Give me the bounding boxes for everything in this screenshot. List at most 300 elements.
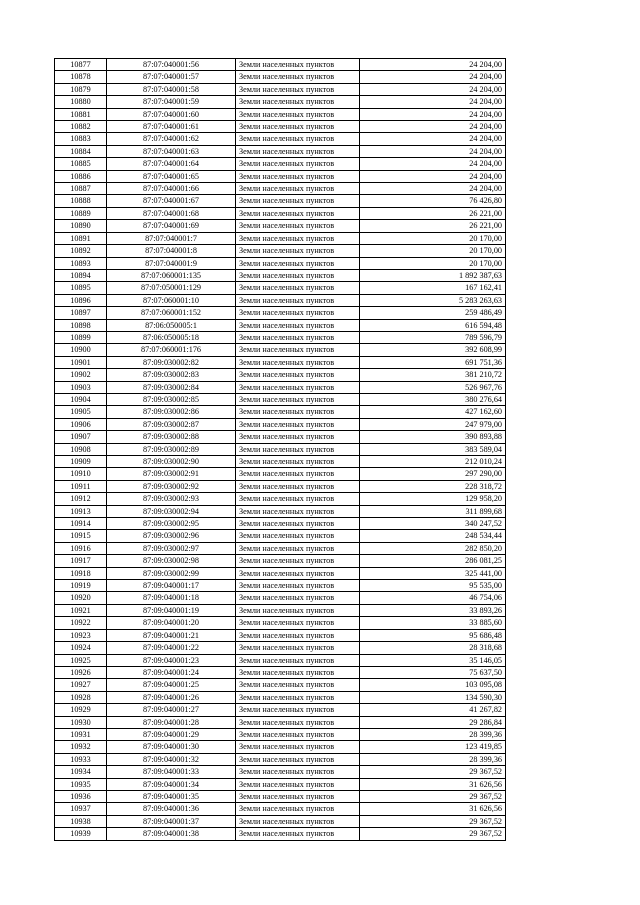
cadastral-value-cell: 616 594,48 [360,319,506,331]
table-row [55,207,506,219]
table-row [55,604,506,616]
cadastral-number-cell: 87:09:030002:89 [107,443,236,455]
land-category-cell: Земли населенных пунктов [236,654,360,666]
land-category-cell: Земли населенных пунктов [236,642,360,654]
row-number-cell: 10882 [55,121,107,133]
table-row [55,170,506,182]
table-row [55,468,506,480]
cadastral-value-cell: 29 367,52 [360,815,506,827]
cadastral-value-cell: 20 170,00 [360,232,506,244]
row-number-cell: 10877 [55,59,107,71]
cadastral-value-cell: 29 367,52 [360,828,506,840]
table-row [55,59,506,71]
land-category-cell: Земли населенных пунктов [236,518,360,530]
row-number-cell: 10924 [55,642,107,654]
row-number-cell: 10900 [55,344,107,356]
table-row [55,753,506,765]
land-category-cell: Земли населенных пунктов [236,245,360,257]
table-row [55,393,506,405]
cadastral-value-cell: 26 221,00 [360,220,506,232]
row-number-cell: 10884 [55,145,107,157]
cadastral-number-cell: 87:09:030002:98 [107,555,236,567]
cadastral-value-cell: 24 204,00 [360,121,506,133]
cadastral-value-cell: 29 286,84 [360,716,506,728]
row-number-cell: 10879 [55,83,107,95]
table-row [55,778,506,790]
cadastral-value-cell: 167 162,41 [360,282,506,294]
cadastral-value-cell: 380 276,64 [360,393,506,405]
land-category-cell: Земли населенных пунктов [236,468,360,480]
row-number-cell: 10903 [55,381,107,393]
cadastral-value-cell: 286 081,25 [360,555,506,567]
row-number-cell: 10933 [55,753,107,765]
cadastral-value-cell: 311 899,68 [360,505,506,517]
land-category-cell: Земли населенных пунктов [236,418,360,430]
table-row [55,294,506,306]
cadastral-value-cell: 24 204,00 [360,145,506,157]
cadastral-value-cell: 383 589,04 [360,443,506,455]
cadastral-number-cell: 87:07:060001:10 [107,294,236,306]
table-row [55,567,506,579]
table-row [55,71,506,83]
table-row [55,530,506,542]
table-row [55,108,506,120]
table-row [55,232,506,244]
cadastral-number-cell: 87:09:030002:96 [107,530,236,542]
land-category-cell: Земли населенных пунктов [236,604,360,616]
table-row [55,96,506,108]
table-row [55,654,506,666]
table-row [55,121,506,133]
cadastral-number-cell: 87:09:040001:29 [107,728,236,740]
cadastral-value-cell: 123 419,85 [360,741,506,753]
land-category-cell: Земли населенных пунктов [236,183,360,195]
cadastral-number-cell: 87:09:040001:21 [107,629,236,641]
row-number-cell: 10892 [55,245,107,257]
table-row [55,728,506,740]
cadastral-value-cell: 20 170,00 [360,245,506,257]
cadastral-number-cell: 87:09:040001:37 [107,815,236,827]
cadastral-value-cell: 35 146,05 [360,654,506,666]
row-number-cell: 10921 [55,604,107,616]
table-row [55,282,506,294]
cadastral-number-cell: 87:07:040001:60 [107,108,236,120]
row-number-cell: 10917 [55,555,107,567]
cadastral-number-cell: 87:07:040001:62 [107,133,236,145]
cadastral-number-cell: 87:09:030002:92 [107,480,236,492]
cadastral-value-cell: 1 892 387,63 [360,269,506,281]
cadastral-number-cell: 87:09:040001:35 [107,790,236,802]
row-number-cell: 10880 [55,96,107,108]
row-number-cell: 10929 [55,704,107,716]
cadastral-number-cell: 87:07:040001:65 [107,170,236,182]
table-row [55,431,506,443]
land-category-cell: Земли населенных пунктов [236,71,360,83]
land-category-cell: Земли населенных пунктов [236,406,360,418]
row-number-cell: 10911 [55,480,107,492]
cadastral-value-cell: 24 204,00 [360,108,506,120]
cadastral-value-cell: 248 534,44 [360,530,506,542]
cadastral-number-cell: 87:07:040001:59 [107,96,236,108]
land-category-cell: Земли населенных пунктов [236,480,360,492]
cadastral-number-cell: 87:07:040001:63 [107,145,236,157]
cadastral-value-cell: 20 170,00 [360,257,506,269]
row-number-cell: 10912 [55,493,107,505]
cadastral-value-cell: 33 893,26 [360,604,506,616]
row-number-cell: 10925 [55,654,107,666]
table-row [55,356,506,368]
cadastral-number-cell: 87:09:030002:91 [107,468,236,480]
land-category-cell: Земли населенных пунктов [236,803,360,815]
row-number-cell: 10891 [55,232,107,244]
row-number-cell: 10913 [55,505,107,517]
cadastral-number-cell: 87:09:040001:20 [107,617,236,629]
land-category-cell: Земли населенных пунктов [236,331,360,343]
table-row [55,418,506,430]
table-row [55,245,506,257]
table-row [55,679,506,691]
cadastral-value-cell: 134 590,30 [360,691,506,703]
land-category-cell: Земли населенных пунктов [236,778,360,790]
cadastral-number-cell: 87:09:040001:36 [107,803,236,815]
table-row [55,542,506,554]
table-row [55,803,506,815]
land-category-cell: Земли населенных пунктов [236,282,360,294]
table-row [55,592,506,604]
cadastral-value-cell: 340 247,52 [360,518,506,530]
cadastral-number-cell: 87:09:040001:22 [107,642,236,654]
land-category-cell: Земли населенных пунктов [236,691,360,703]
cadastral-number-cell: 87:07:040001:58 [107,83,236,95]
table-row [55,766,506,778]
table-row [55,158,506,170]
land-category-cell: Земли населенных пунктов [236,766,360,778]
table-row [55,741,506,753]
cadastral-value-cell: 29 367,52 [360,790,506,802]
land-category-cell: Земли населенных пунктов [236,195,360,207]
row-number-cell: 10916 [55,542,107,554]
cadastral-number-cell: 87:09:030002:82 [107,356,236,368]
cadastral-number-cell: 87:09:040001:19 [107,604,236,616]
cadastral-number-cell: 87:09:040001:27 [107,704,236,716]
cadastral-number-cell: 87:09:030002:85 [107,393,236,405]
row-number-cell: 10923 [55,629,107,641]
cadastral-number-cell: 87:09:030002:90 [107,456,236,468]
cadastral-number-cell: 87:09:040001:33 [107,766,236,778]
table-row [55,790,506,802]
row-number-cell: 10889 [55,207,107,219]
cadastral-value-cell: 31 626,56 [360,803,506,815]
row-number-cell: 10885 [55,158,107,170]
row-number-cell: 10890 [55,220,107,232]
row-number-cell: 10905 [55,406,107,418]
cadastral-number-cell: 87:09:030002:99 [107,567,236,579]
land-category-cell: Земли населенных пунктов [236,369,360,381]
row-number-cell: 10938 [55,815,107,827]
row-number-cell: 10926 [55,666,107,678]
cadastral-value-cell: 526 967,76 [360,381,506,393]
cadastral-value-cell: 76 426,80 [360,195,506,207]
land-category-cell: Земли населенных пунктов [236,59,360,71]
cadastral-number-cell: 87:06:050005:1 [107,319,236,331]
table-row [55,704,506,716]
land-category-cell: Земли населенных пунктов [236,121,360,133]
cadastral-number-cell: 87:07:040001:8 [107,245,236,257]
row-number-cell: 10931 [55,728,107,740]
land-category-cell: Земли населенных пунктов [236,257,360,269]
cadastral-value-cell: 75 637,50 [360,666,506,678]
row-number-cell: 10939 [55,828,107,840]
cadastral-value-cell: 46 754,06 [360,592,506,604]
row-number-cell: 10927 [55,679,107,691]
table-row [55,257,506,269]
table-row [55,580,506,592]
cadastral-value-cell: 228 318,72 [360,480,506,492]
land-category-cell: Земли населенных пунктов [236,393,360,405]
table-row [55,145,506,157]
cadastral-value-cell: 259 486,49 [360,307,506,319]
land-category-cell: Земли населенных пунктов [236,728,360,740]
row-number-cell: 10934 [55,766,107,778]
row-number-cell: 10936 [55,790,107,802]
table-row [55,555,506,567]
land-category-cell: Земли населенных пунктов [236,207,360,219]
table-row [55,220,506,232]
row-number-cell: 10915 [55,530,107,542]
cadastral-value-cell: 103 095,08 [360,679,506,691]
cadastral-value-cell: 789 596,79 [360,331,506,343]
cadastral-number-cell: 87:07:040001:69 [107,220,236,232]
cadastral-number-cell: 87:07:060001:135 [107,269,236,281]
cadastral-number-cell: 87:09:040001:30 [107,741,236,753]
row-number-cell: 10919 [55,580,107,592]
land-category-cell: Земли населенных пунктов [236,431,360,443]
cadastral-number-cell: 87:09:040001:25 [107,679,236,691]
land-category-cell: Земли населенных пунктов [236,443,360,455]
land-category-cell: Земли населенных пунктов [236,381,360,393]
row-number-cell: 10897 [55,307,107,319]
land-category-cell: Земли населенных пунктов [236,145,360,157]
row-number-cell: 10895 [55,282,107,294]
row-number-cell: 10918 [55,567,107,579]
cadastral-value-cell: 24 204,00 [360,71,506,83]
cadastral-value-cell: 24 204,00 [360,59,506,71]
cadastral-value-cell: 282 850,20 [360,542,506,554]
cadastral-value-cell: 24 204,00 [360,83,506,95]
cadastral-number-cell: 87:09:040001:17 [107,580,236,592]
table-row [55,493,506,505]
row-number-cell: 10899 [55,331,107,343]
cadastral-value-cell: 26 221,00 [360,207,506,219]
row-number-cell: 10909 [55,456,107,468]
land-category-cell: Земли населенных пунктов [236,555,360,567]
land-category-cell: Земли населенных пунктов [236,108,360,120]
row-number-cell: 10907 [55,431,107,443]
cadastral-number-cell: 87:06:050005:18 [107,331,236,343]
land-category-cell: Земли населенных пунктов [236,828,360,840]
land-category-cell: Земли населенных пунктов [236,716,360,728]
cadastral-number-cell: 87:07:040001:66 [107,183,236,195]
land-category-cell: Земли населенных пунктов [236,753,360,765]
table-row [55,691,506,703]
row-number-cell: 10922 [55,617,107,629]
cadastral-number-cell: 87:09:030002:84 [107,381,236,393]
table-row [55,83,506,95]
land-category-cell: Земли населенных пунктов [236,592,360,604]
table-row [55,716,506,728]
land-category-cell: Земли населенных пунктов [236,83,360,95]
cadastral-value-cell: 33 885,60 [360,617,506,629]
land-category-cell: Земли населенных пунктов [236,580,360,592]
cadastral-value-cell: 24 204,00 [360,158,506,170]
cadastral-number-cell: 87:07:040001:7 [107,232,236,244]
land-category-cell: Земли населенных пунктов [236,294,360,306]
cadastral-number-cell: 87:07:040001:57 [107,71,236,83]
table-row [55,828,506,840]
table-row [55,195,506,207]
land-category-cell: Земли населенных пунктов [236,530,360,542]
row-number-cell: 10910 [55,468,107,480]
cadastral-number-cell: 87:09:030002:95 [107,518,236,530]
cadastral-value-cell: 31 626,56 [360,778,506,790]
row-number-cell: 10908 [55,443,107,455]
table-row [55,456,506,468]
cadastral-number-cell: 87:09:040001:28 [107,716,236,728]
row-number-cell: 10937 [55,803,107,815]
land-cadastral-value-table [54,58,506,841]
table-row [55,381,506,393]
cadastral-number-cell: 87:07:060001:152 [107,307,236,319]
row-number-cell: 10883 [55,133,107,145]
cadastral-number-cell: 87:07:040001:9 [107,257,236,269]
land-category-cell: Земли населенных пунктов [236,220,360,232]
cadastral-number-cell: 87:07:060001:176 [107,344,236,356]
cadastral-value-cell: 24 204,00 [360,133,506,145]
table-row [55,133,506,145]
cadastral-number-cell: 87:09:030002:93 [107,493,236,505]
land-category-cell: Земли населенных пунктов [236,344,360,356]
land-category-cell: Земли населенных пунктов [236,666,360,678]
row-number-cell: 10898 [55,319,107,331]
row-number-cell: 10932 [55,741,107,753]
cadastral-value-cell: 297 290,00 [360,468,506,480]
cadastral-number-cell: 87:09:040001:23 [107,654,236,666]
table-body [55,59,506,841]
cadastral-number-cell: 87:07:040001:64 [107,158,236,170]
row-number-cell: 10906 [55,418,107,430]
cadastral-value-cell: 95 686,48 [360,629,506,641]
cadastral-number-cell: 87:09:030002:83 [107,369,236,381]
row-number-cell: 10896 [55,294,107,306]
land-category-cell: Земли населенных пунктов [236,319,360,331]
cadastral-number-cell: 87:09:040001:38 [107,828,236,840]
row-number-cell: 10893 [55,257,107,269]
land-category-cell: Земли населенных пунктов [236,456,360,468]
cadastral-number-cell: 87:09:030002:87 [107,418,236,430]
row-number-cell: 10881 [55,108,107,120]
cadastral-value-cell: 691 751,36 [360,356,506,368]
table-row [55,480,506,492]
row-number-cell: 10928 [55,691,107,703]
cadastral-value-cell: 390 893,88 [360,431,506,443]
cadastral-number-cell: 87:07:040001:61 [107,121,236,133]
cadastral-number-cell: 87:07:040001:67 [107,195,236,207]
cadastral-number-cell: 87:09:030002:86 [107,406,236,418]
table-row [55,629,506,641]
table-row [55,443,506,455]
cadastral-number-cell: 87:09:030002:94 [107,505,236,517]
table-row [55,666,506,678]
cadastral-value-cell: 5 283 263,63 [360,294,506,306]
land-category-cell: Земли населенных пунктов [236,232,360,244]
table-row [55,617,506,629]
row-number-cell: 10878 [55,71,107,83]
land-category-cell: Земли населенных пунктов [236,617,360,629]
cadastral-value-cell: 28 399,36 [360,753,506,765]
cadastral-value-cell: 41 267,82 [360,704,506,716]
table-row [55,319,506,331]
table-row [55,183,506,195]
table-row [55,815,506,827]
land-category-cell: Земли населенных пунктов [236,307,360,319]
cadastral-number-cell: 87:07:040001:68 [107,207,236,219]
cadastral-value-cell: 129 958,20 [360,493,506,505]
row-number-cell: 10894 [55,269,107,281]
cadastral-value-cell: 427 162,60 [360,406,506,418]
cadastral-value-cell: 28 399,36 [360,728,506,740]
cadastral-value-cell: 24 204,00 [360,96,506,108]
land-category-cell: Земли населенных пунктов [236,269,360,281]
cadastral-number-cell: 87:07:040001:56 [107,59,236,71]
land-category-cell: Земли населенных пунктов [236,542,360,554]
row-number-cell: 10887 [55,183,107,195]
row-number-cell: 10930 [55,716,107,728]
row-number-cell: 10901 [55,356,107,368]
land-category-cell: Земли населенных пунктов [236,493,360,505]
cadastral-number-cell: 87:07:050001:129 [107,282,236,294]
cadastral-value-cell: 28 318,68 [360,642,506,654]
cadastral-value-cell: 24 204,00 [360,183,506,195]
cadastral-value-cell: 212 010,24 [360,456,506,468]
table-row [55,344,506,356]
cadastral-number-cell: 87:09:040001:32 [107,753,236,765]
table-row [55,642,506,654]
table-row [55,369,506,381]
land-category-cell: Земли населенных пунктов [236,815,360,827]
cadastral-number-cell: 87:09:040001:34 [107,778,236,790]
land-category-cell: Земли населенных пунктов [236,170,360,182]
land-category-cell: Земли населенных пунктов [236,96,360,108]
cadastral-value-cell: 24 204,00 [360,170,506,182]
cadastral-number-cell: 87:09:040001:24 [107,666,236,678]
land-category-cell: Земли населенных пунктов [236,133,360,145]
land-category-cell: Земли населенных пунктов [236,741,360,753]
row-number-cell: 10888 [55,195,107,207]
cadastral-value-cell: 381 210,72 [360,369,506,381]
land-category-cell: Земли населенных пунктов [236,505,360,517]
land-category-cell: Земли населенных пунктов [236,704,360,716]
cadastral-value-cell: 95 535,00 [360,580,506,592]
cadastral-number-cell: 87:09:040001:26 [107,691,236,703]
cadastral-number-cell: 87:09:040001:18 [107,592,236,604]
table-row [55,307,506,319]
table-row [55,505,506,517]
row-number-cell: 10935 [55,778,107,790]
land-category-cell: Земли населенных пунктов [236,356,360,368]
table-row [55,406,506,418]
cadastral-value-cell: 325 441,00 [360,567,506,579]
land-category-cell: Земли населенных пунктов [236,790,360,802]
